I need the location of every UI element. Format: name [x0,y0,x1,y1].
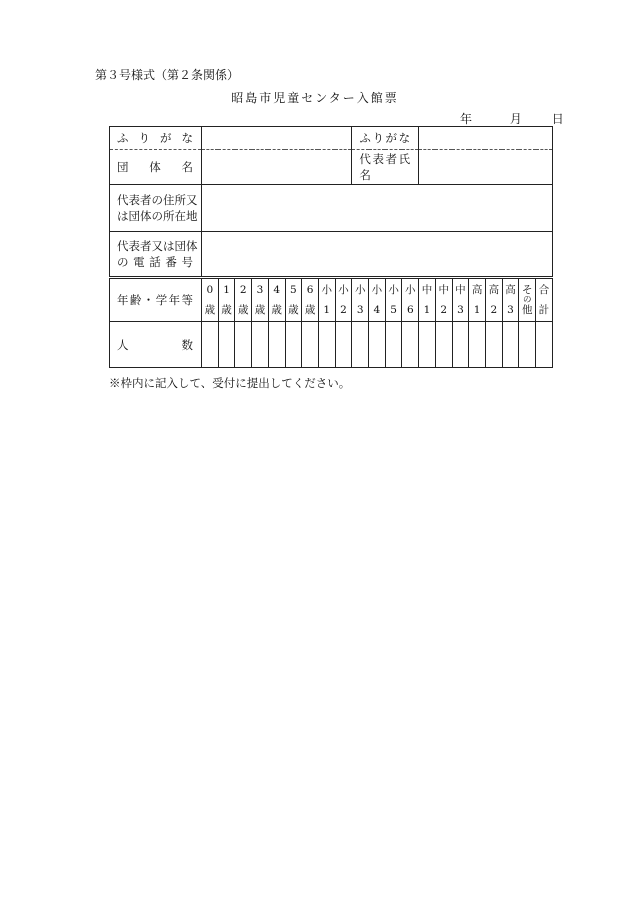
count-input-cell[interactable] [452,322,469,368]
date-month-label: 月 [509,112,522,126]
age-column-header: 0 歳 [202,278,219,322]
age-column-header: 高 1 [469,278,486,322]
age-column-header: 小 6 [402,278,419,322]
date-year-label: 年 [460,112,473,126]
phone-label: 代表者又は団体 の電話番号 [110,232,202,278]
group-name-input[interactable] [202,150,352,185]
count-input-cell[interactable] [385,322,402,368]
age-column-header: 中 1 [419,278,436,322]
count-input-cell[interactable] [318,322,335,368]
age-column-header: 1 歳 [218,278,235,322]
count-input-cell[interactable] [285,322,302,368]
age-column-header: 5 歳 [285,278,302,322]
age-column-header: 小 2 [335,278,352,322]
date-day-label: 日 [551,112,564,126]
age-column-header: 高 3 [502,278,519,322]
count-input-cell[interactable] [536,322,553,368]
count-input-cell[interactable] [485,322,502,368]
count-input-cell[interactable] [335,322,352,368]
count-input-cell[interactable] [202,322,219,368]
age-column-header: 小 1 [318,278,335,322]
address-input[interactable] [202,185,553,232]
count-input-cell[interactable] [469,322,486,368]
age-column-header: 6 歳 [302,278,319,322]
count-input-cell[interactable] [302,322,319,368]
form-number: 第３号様式（第２条関係） [95,68,240,82]
count-input-cell[interactable] [268,322,285,368]
count-input-cell[interactable] [235,322,252,368]
count-input-cell[interactable] [519,322,536,368]
rep-name-label: 代表者氏名 [352,150,419,185]
rep-furigana-label: ふりがな [352,127,419,150]
phone-input[interactable] [202,232,553,278]
count-input-cell[interactable] [218,322,235,368]
count-input-cell[interactable] [419,322,436,368]
form-title: 昭島市児童センター入館票 [231,91,399,105]
furigana-input[interactable] [202,127,352,150]
age-column-header: 3 歳 [252,278,269,322]
count-label: 人数 [110,322,202,368]
age-column-header: 中 2 [435,278,452,322]
group-name-label: 団体名 [110,150,202,185]
furigana-label: ふりがな [110,127,202,150]
age-column-header: 高 2 [485,278,502,322]
rep-name-input[interactable] [419,150,553,185]
total-column-header: 合 計 [536,278,553,322]
count-input-cell[interactable] [252,322,269,368]
age-column-header: 小 4 [369,278,386,322]
age-column-header: 小 3 [352,278,369,322]
age-grade-label: 年齢・学年等 [110,278,202,322]
count-input-cell[interactable] [402,322,419,368]
count-input-cell[interactable] [369,322,386,368]
instruction-note: ※枠内に記入して、受付に提出してください。 [109,376,351,390]
address-label: 代表者の住所又 は団体の所在地 [110,185,202,232]
age-column-header: 4 歳 [268,278,285,322]
rep-furigana-input[interactable] [419,127,553,150]
date-row [460,110,564,127]
count-input-cell[interactable] [502,322,519,368]
other-column-header: そ の 他 [519,278,536,322]
entry-form-table [109,126,553,368]
count-input-cell[interactable] [352,322,369,368]
age-column-header: 小 5 [385,278,402,322]
count-input-cell[interactable] [435,322,452,368]
age-column-header: 中 3 [452,278,469,322]
age-column-header: 2 歳 [235,278,252,322]
